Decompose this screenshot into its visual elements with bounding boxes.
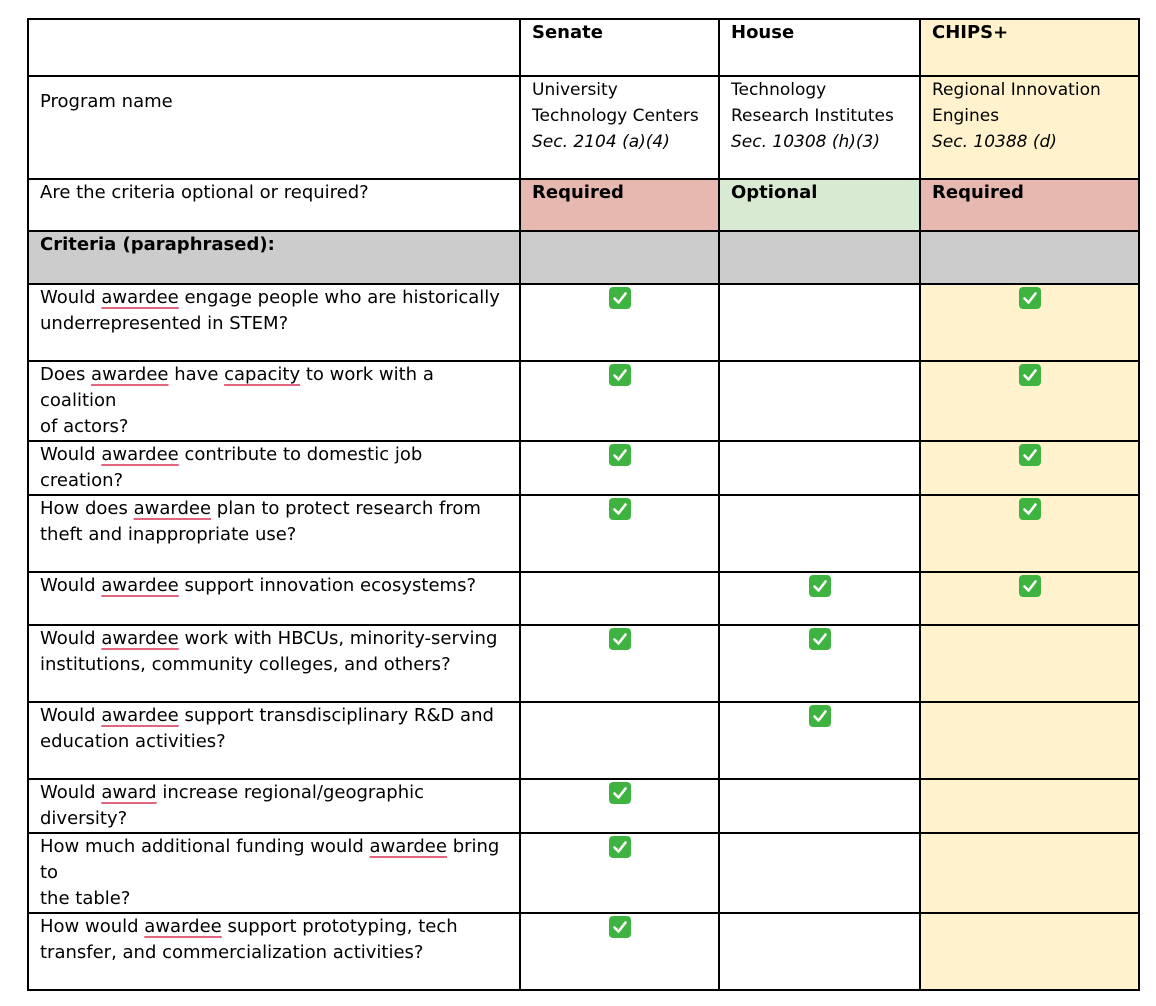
criteria-row: [28, 833, 1139, 913]
criteria-keyword: awardee: [101, 628, 179, 649]
criteria-house-cell: [719, 625, 920, 702]
criteria-senate-cell: [520, 361, 719, 441]
criteria-text-line2: education activities?: [40, 731, 226, 752]
criteria-house-cell: [719, 572, 920, 625]
criteria-chips-cell: [920, 495, 1139, 572]
criteria-senate-cell: [520, 779, 719, 833]
criteria-row: [28, 625, 1139, 702]
criteria-text-line1: [40, 914, 508, 940]
criteria-keyword: awardee: [144, 916, 222, 937]
criteria-keyword: awardee: [133, 498, 212, 519]
check-mark-button-icon: [609, 782, 631, 804]
criteria-row: [28, 702, 1139, 779]
requirement-house: Optional: [719, 179, 920, 231]
criteria-text-part: Would: [40, 628, 102, 649]
criteria-text: [28, 495, 520, 572]
criteria-text-part: Would: [40, 287, 102, 308]
criteria-text-line1: [40, 496, 508, 522]
criteria-text-part: to work with a coalition: [40, 364, 434, 411]
check-mark-button-icon: [809, 705, 831, 727]
check-mark-button-icon: [1019, 444, 1041, 466]
criteria-house-cell: [719, 495, 920, 572]
criteria-row: [28, 913, 1139, 990]
program-house: [719, 76, 920, 179]
criteria-text-line2: transfer, and commercialization activities?: [40, 942, 424, 963]
criteria-text: [28, 833, 520, 913]
program-house-name-line2: Research Institutes: [731, 106, 894, 126]
criteria-row: [28, 284, 1139, 361]
criteria-keyword: awardee: [101, 705, 179, 726]
criteria-text: [28, 361, 520, 441]
check-mark-button-icon: [609, 364, 631, 386]
criteria-header-house: [719, 231, 920, 284]
criteria-text-part: plan to protect research from: [211, 498, 481, 519]
check-mark-button-icon: [809, 575, 831, 597]
criteria-keyword: awardee: [91, 364, 169, 385]
criteria-text-part: work with HBCUs, minority-serving: [178, 628, 498, 649]
criteria-keyword: awardee: [101, 287, 179, 308]
criteria-chips-cell: [920, 913, 1139, 990]
program-chips-section: Sec. 10388 (d): [932, 132, 1057, 152]
criteria-comparison-table: [27, 18, 1140, 991]
criteria-senate-cell: [520, 833, 719, 913]
criteria-text-part: have: [168, 364, 225, 385]
criteria-text-line1: [40, 285, 508, 311]
check-mark-button-icon: [609, 916, 631, 938]
criteria-text-line1: [40, 362, 508, 414]
criteria-text-part: support prototyping, tech: [221, 916, 458, 937]
criteria-text-part: bring to: [40, 836, 500, 883]
requirement-row: [28, 179, 1139, 231]
criteria-senate-cell: [520, 625, 719, 702]
check-mark-button-icon: [1019, 364, 1041, 386]
criteria-row: [28, 495, 1139, 572]
criteria-text-line2: the table?: [40, 888, 131, 909]
criteria-text-part: How would: [40, 916, 145, 937]
criteria-text-part: engage people who are historically: [178, 287, 500, 308]
check-mark-button-icon: [1019, 287, 1041, 309]
criteria-house-cell: [719, 361, 920, 441]
program-senate-name-line2: Technology Centers: [532, 106, 699, 126]
criteria-text-line2: of actors?: [40, 416, 129, 437]
header-blank-cell: [28, 19, 520, 76]
header-house: House: [719, 19, 920, 76]
criteria-header-row: [28, 231, 1139, 284]
criteria-row: [28, 441, 1139, 495]
criteria-text: [28, 284, 520, 361]
criteria-keyword: awardee: [101, 444, 179, 465]
criteria-chips-cell: [920, 702, 1139, 779]
criteria-text-part: How much additional funding would: [40, 836, 370, 857]
criteria-text-part: Would: [40, 705, 102, 726]
criteria-senate-cell: [520, 572, 719, 625]
check-mark-button-icon: [609, 836, 631, 858]
criteria-row: [28, 779, 1139, 833]
criteria-text-part: support transdisciplinary R&D and: [178, 705, 494, 726]
check-mark-button-icon: [609, 498, 631, 520]
criteria-house-cell: [719, 284, 920, 361]
criteria-row: [28, 361, 1139, 441]
criteria-text-line2: underrepresented in STEM?: [40, 313, 289, 334]
program-chips-name-line2: Engines: [932, 106, 1000, 126]
criteria-text-line1: [40, 780, 508, 832]
criteria-text-line2: theft and inappropriate use?: [40, 524, 297, 545]
check-mark-button-icon: [609, 628, 631, 650]
criteria-senate-cell: [520, 702, 719, 779]
program-chips-name-line1: Regional Innovation: [932, 80, 1101, 100]
criteria-text: [28, 779, 520, 833]
criteria-house-cell: [719, 913, 920, 990]
criteria-text-part: How does: [40, 498, 134, 519]
criteria-text-line1: [40, 626, 508, 652]
criteria-chips-cell: [920, 441, 1139, 495]
check-mark-button-icon: [1019, 498, 1041, 520]
program-senate-name-line1: University: [532, 80, 618, 100]
criteria-text: [28, 441, 520, 495]
criteria-house-cell: [719, 779, 920, 833]
criteria-house-cell: [719, 702, 920, 779]
criteria-text-line1: [40, 703, 508, 729]
criteria-chips-cell: [920, 572, 1139, 625]
program-senate-section: Sec. 2104 (a)(4): [532, 132, 670, 152]
check-mark-button-icon: [809, 628, 831, 650]
criteria-text-line2: institutions, community colleges, and others?: [40, 654, 451, 675]
criteria-text-part: Would: [40, 782, 102, 803]
program-name-label: Program name: [28, 76, 520, 179]
criteria-senate-cell: [520, 284, 719, 361]
criteria-text-part: increase regional/geographic diversity?: [40, 782, 425, 829]
criteria-keyword: award: [101, 782, 157, 803]
criteria-header-label: Criteria (paraphrased):: [28, 231, 520, 284]
criteria-senate-cell: [520, 913, 719, 990]
criteria-text-line1: [40, 573, 508, 599]
criteria-text-line1: [40, 834, 508, 886]
program-senate: [520, 76, 719, 179]
header-chips: CHIPS+: [920, 19, 1139, 76]
criteria-text-part: Does: [40, 364, 92, 385]
criteria-keyword: capacity: [224, 364, 301, 385]
criteria-text-part: Would: [40, 575, 102, 596]
criteria-text: [28, 625, 520, 702]
criteria-chips-cell: [920, 625, 1139, 702]
criteria-text: [28, 913, 520, 990]
requirement-senate: Required: [520, 179, 719, 231]
check-mark-button-icon: [609, 444, 631, 466]
criteria-house-cell: [719, 441, 920, 495]
criteria-text-part: Would: [40, 444, 102, 465]
program-house-section: Sec. 10308 (h)(3): [731, 132, 881, 152]
criteria-keyword: awardee: [369, 836, 447, 857]
header-senate: Senate: [520, 19, 719, 76]
criteria-chips-cell: [920, 361, 1139, 441]
criteria-text: [28, 702, 520, 779]
criteria-chips-cell: [920, 833, 1139, 913]
criteria-row: [28, 572, 1139, 625]
criteria-chips-cell: [920, 284, 1139, 361]
check-mark-button-icon: [609, 287, 631, 309]
criteria-senate-cell: [520, 495, 719, 572]
criteria-text: [28, 572, 520, 625]
criteria-keyword: awardee: [101, 575, 179, 596]
criteria-text-part: contribute to domestic job creation?: [40, 444, 423, 491]
criteria-senate-cell: [520, 441, 719, 495]
program-chips: [920, 76, 1139, 179]
check-mark-button-icon: [1019, 575, 1041, 597]
criteria-header-chips: [920, 231, 1139, 284]
requirement-chips: Required: [920, 179, 1139, 231]
header-row: [28, 19, 1139, 76]
requirement-label: Are the criteria optional or required?: [28, 179, 520, 231]
criteria-header-senate: [520, 231, 719, 284]
criteria-chips-cell: [920, 779, 1139, 833]
program-name-row: [28, 76, 1139, 179]
criteria-text-part: support innovation ecosystems?: [178, 575, 477, 596]
criteria-text-line1: [40, 442, 508, 494]
criteria-house-cell: [719, 833, 920, 913]
program-house-name-line1: Technology: [731, 80, 827, 100]
